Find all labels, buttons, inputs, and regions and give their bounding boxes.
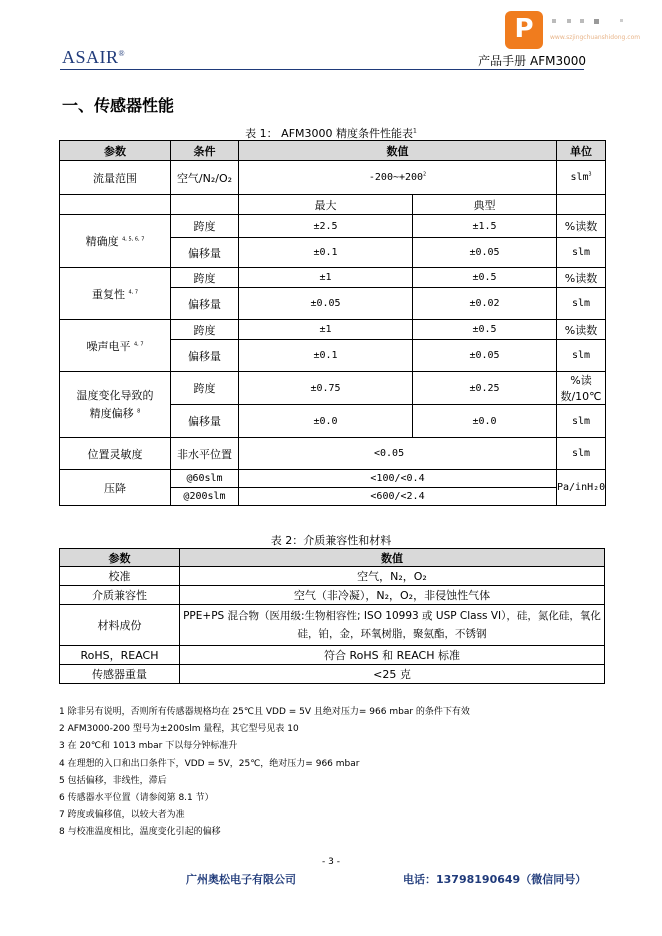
brand-mark: ® [118,49,126,58]
col-header-unit: 单位 [557,141,606,161]
row-label: 温度变化导致的 精度偏移 $^8$ [60,372,171,438]
footnote: 3 在 20℃和 1013 mbar 下以每分钟标准升 [59,741,238,752]
table-row: 偏移量 ±0.1 ±0.05 slm [60,238,606,268]
page-number: - 3 - [322,857,340,867]
footnote: 5 包括偏移，非线性，滞后 [59,775,167,786]
logo-url: www.szjingchuanshidong.com [550,34,641,41]
logo-glyph: P [514,14,534,44]
footnote: 6 传感器水平位置（请参阅第 8.1 节） [59,793,214,804]
performance-table [59,140,606,506]
table1-caption: 表 1： AFM3000 精度条件性能表$^1$ [245,127,417,140]
contact-phone: 电话：13798190649（微信同号） [403,873,587,886]
cell-value: $-200\sim+200^2$ [239,161,557,195]
sub-header-max: 最大 [239,195,413,215]
row-label: 精确度 $^{4, 5, 6, 7}$ [60,215,171,268]
col-header-cond: 条件 [171,141,239,161]
footnote: 4 在理想的入口和出口条件下，VDD = 5V，25℃，绝对压力= 966 mbar [59,758,360,769]
row-label: 噪声电平 $^{4, 7}$ [60,320,171,372]
col-header-param: 参数 [60,549,180,567]
table-row: 偏移量 ±0.05 ±0.02 slm [60,288,606,320]
footnote: 2 AFM3000-200 型号为±200slm 量程，其它型号见表 10 [59,724,299,735]
company-name: 广州奥松电子有限公司 [186,873,296,886]
footnote: 1 除非另有说明，否则所有传感器规格均在 25℃且 VDD = 5V 且绝对压力= 966 mbar 的条件下有效 [59,707,470,717]
table-row: 精确度 $^{4, 5, 6, 7}$ 跨度 ±2.5 ±1.5 %读数 [60,215,606,238]
table-row [60,161,606,195]
logo-decoration [550,18,650,26]
row-label: 流量范围 [60,161,171,195]
brand-name: ASAIR [62,47,119,67]
manual-title: 产品手册 AFM3000 [478,54,586,68]
table-row: 位置灵敏度 非水平位置 <0.05 slm [60,438,606,470]
footnotes [59,704,619,842]
table-row: 介质兼容性 空气（非冷凝），N₂，O₂，非侵蚀性气体 [60,586,605,605]
materials-table [59,548,605,684]
table-row: 压降 @60slm <100/<0.4 Pa/inH₂0 [60,470,606,488]
table-row: 材料成份 PPE+PS 混合物（医用级:生物相容性; ISO 10993 或 USP Class VI），硅，氮化硅，氧化硅，铂，金，环氧树脂，聚氨酯，不锈钢 [60,605,605,646]
table-row: 校准 空气，N₂，O₂ [60,567,605,586]
table-row: 重复性 $^{4, 7}$ 跨度 ±1 ±0.5 %读数 [60,268,606,288]
table-row [60,195,606,215]
footnote: 7 跨度或偏移值，以较大者为准 [59,810,185,821]
table2-caption: 表 2：介质兼容性和材料 [270,534,392,547]
table-row: 偏移量 ±0.1 ±0.05 slm [60,340,606,372]
row-label: 重复性 $^{4, 7}$ [60,268,171,320]
header-rule [60,69,584,70]
col-header-param: 参数 [60,141,171,161]
row-label: 位置灵敏度 [60,438,171,470]
table-row: 噪声电平 $^{4, 7}$ 跨度 ±1 ±0.5 %读数 [60,320,606,340]
table-row: @200slm <600/<2.4 [60,488,606,506]
col-header-value: 数值 [180,549,605,567]
table-row: 偏移量 ±0.0 ±0.0 slm [60,405,606,438]
table-row: 温度变化导致的 精度偏移 $^8$ 跨度 ±0.75 ±0.25 %读数/10℃ [60,372,606,405]
row-label: 压降 [60,470,171,506]
brand-logo [62,47,125,68]
section-title: 一、传感器性能 [62,96,175,115]
sub-header-typ: 典型 [413,195,557,215]
col-header-value: 数值 [239,141,557,161]
footnote: 8 与校准温度相比，温度变化引起的偏移 [59,827,221,838]
table-row: 传感器重量 <25 克 [60,665,605,684]
table-row: RoHS，REACH 符合 RoHS 和 REACH 标准 [60,646,605,665]
cell-unit: slm$^3$ [557,161,606,195]
cell-cond: 空气/N₂/O₂ [171,161,239,195]
